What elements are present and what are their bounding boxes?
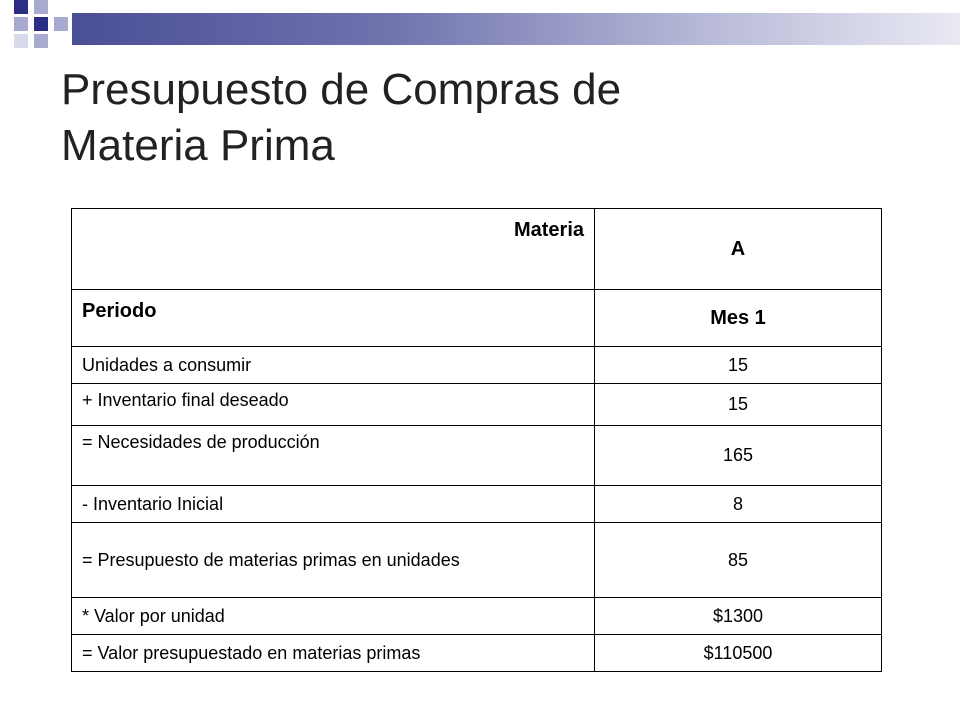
row-value: 15 [595, 384, 882, 426]
row-value: 85 [595, 523, 882, 598]
row-value: 15 [595, 347, 882, 384]
row-label: = Valor presupuestado en materias primas [72, 635, 595, 672]
table-header-row [72, 209, 882, 290]
decorative-square [14, 34, 28, 48]
row-value: 165 [595, 426, 882, 486]
periodo-label: Periodo [72, 290, 595, 347]
materia-label: Materia [72, 209, 595, 290]
decorative-square [14, 0, 28, 14]
table-row [72, 347, 882, 384]
title-line-1: Presupuesto de Compras de [61, 65, 622, 114]
row-label: * Valor por unidad [72, 598, 595, 635]
decorative-square [54, 17, 68, 31]
table-row [72, 635, 882, 672]
row-label: - Inventario Inicial [72, 486, 595, 523]
table-row [72, 426, 882, 486]
row-value: $1300 [595, 598, 882, 635]
row-label: + Inventario final deseado [72, 384, 595, 426]
decorative-square [34, 0, 48, 14]
table-header-row [72, 290, 882, 347]
title-line-2: Materia Prima [61, 121, 335, 170]
periodo-value: Mes 1 [595, 290, 882, 347]
row-label: Unidades a consumir [72, 347, 595, 384]
row-value: $110500 [595, 635, 882, 672]
budget-table [71, 208, 882, 672]
table-row [72, 486, 882, 523]
row-label: = Necesidades de producción [72, 426, 595, 486]
row-label: = Presupuesto de materias primas en unidades [72, 523, 595, 598]
decorative-square [14, 17, 28, 31]
page-title [61, 62, 881, 174]
materia-value: A [595, 209, 882, 290]
table-row [72, 523, 882, 598]
header-gradient-bar [72, 13, 960, 45]
decorative-square [34, 17, 48, 31]
row-value: 8 [595, 486, 882, 523]
decorative-square [34, 34, 48, 48]
table-row [72, 384, 882, 426]
table-row [72, 598, 882, 635]
